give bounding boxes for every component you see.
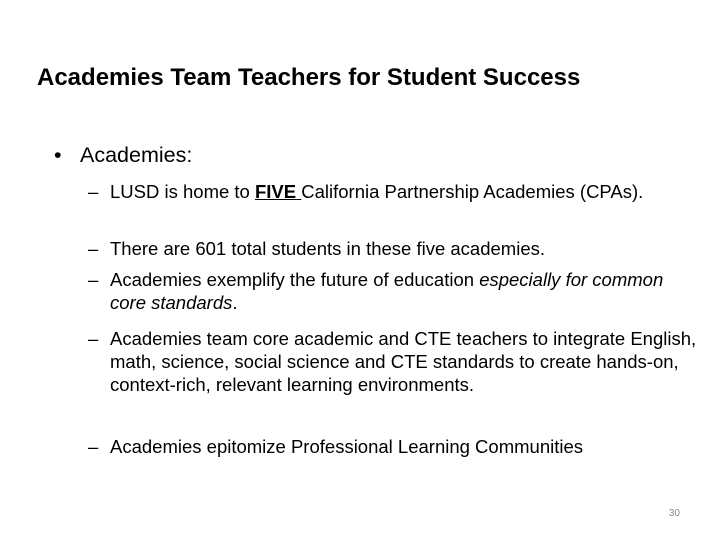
sub-bullet-text: Academies team core academic and CTE teachers to integrate English, math, science, social science and CTE standards to create hands-on, context-rich, relevant learning environments. <box>110 328 697 395</box>
dash-icon: – <box>88 269 99 290</box>
page-number: 30 <box>668 508 680 519</box>
dash-icon: – <box>88 436 99 457</box>
sub-bullet-item <box>88 268 698 314</box>
sub-bullet-text: Academies epitomize Professional Learning Communities <box>110 436 584 457</box>
sub-bullet-text: There are 601 total students in these five academies. <box>110 238 546 259</box>
main-bullet-text: Academies: <box>80 143 193 167</box>
sub-bullet-text-part: . <box>232 292 238 313</box>
sub-bullet-item <box>88 435 698 458</box>
bullet-icon: • <box>54 143 62 167</box>
sub-bullet-item <box>88 327 698 396</box>
sub-bullet-text <box>110 268 698 314</box>
sub-bullet-text-part: California Partnership Academies (CPAs). <box>301 181 644 202</box>
sub-bullet-item <box>88 237 698 260</box>
sub-bullet-item <box>88 180 698 203</box>
dash-icon: – <box>88 238 99 259</box>
dash-icon: – <box>88 328 99 349</box>
main-bullet-item <box>54 143 192 168</box>
sub-bullet-text-part: Academies exemplify the future of education <box>110 269 480 290</box>
italic-phrase: especially for common core standards <box>110 269 664 313</box>
emphasis-five: FIVE <box>254 181 302 202</box>
sub-bullet-text <box>110 180 698 203</box>
dash-icon: – <box>88 181 99 202</box>
slide-title: Academies Team Teachers for Student Success <box>37 64 581 91</box>
sub-bullet-text-part: LUSD is home to <box>110 181 255 202</box>
